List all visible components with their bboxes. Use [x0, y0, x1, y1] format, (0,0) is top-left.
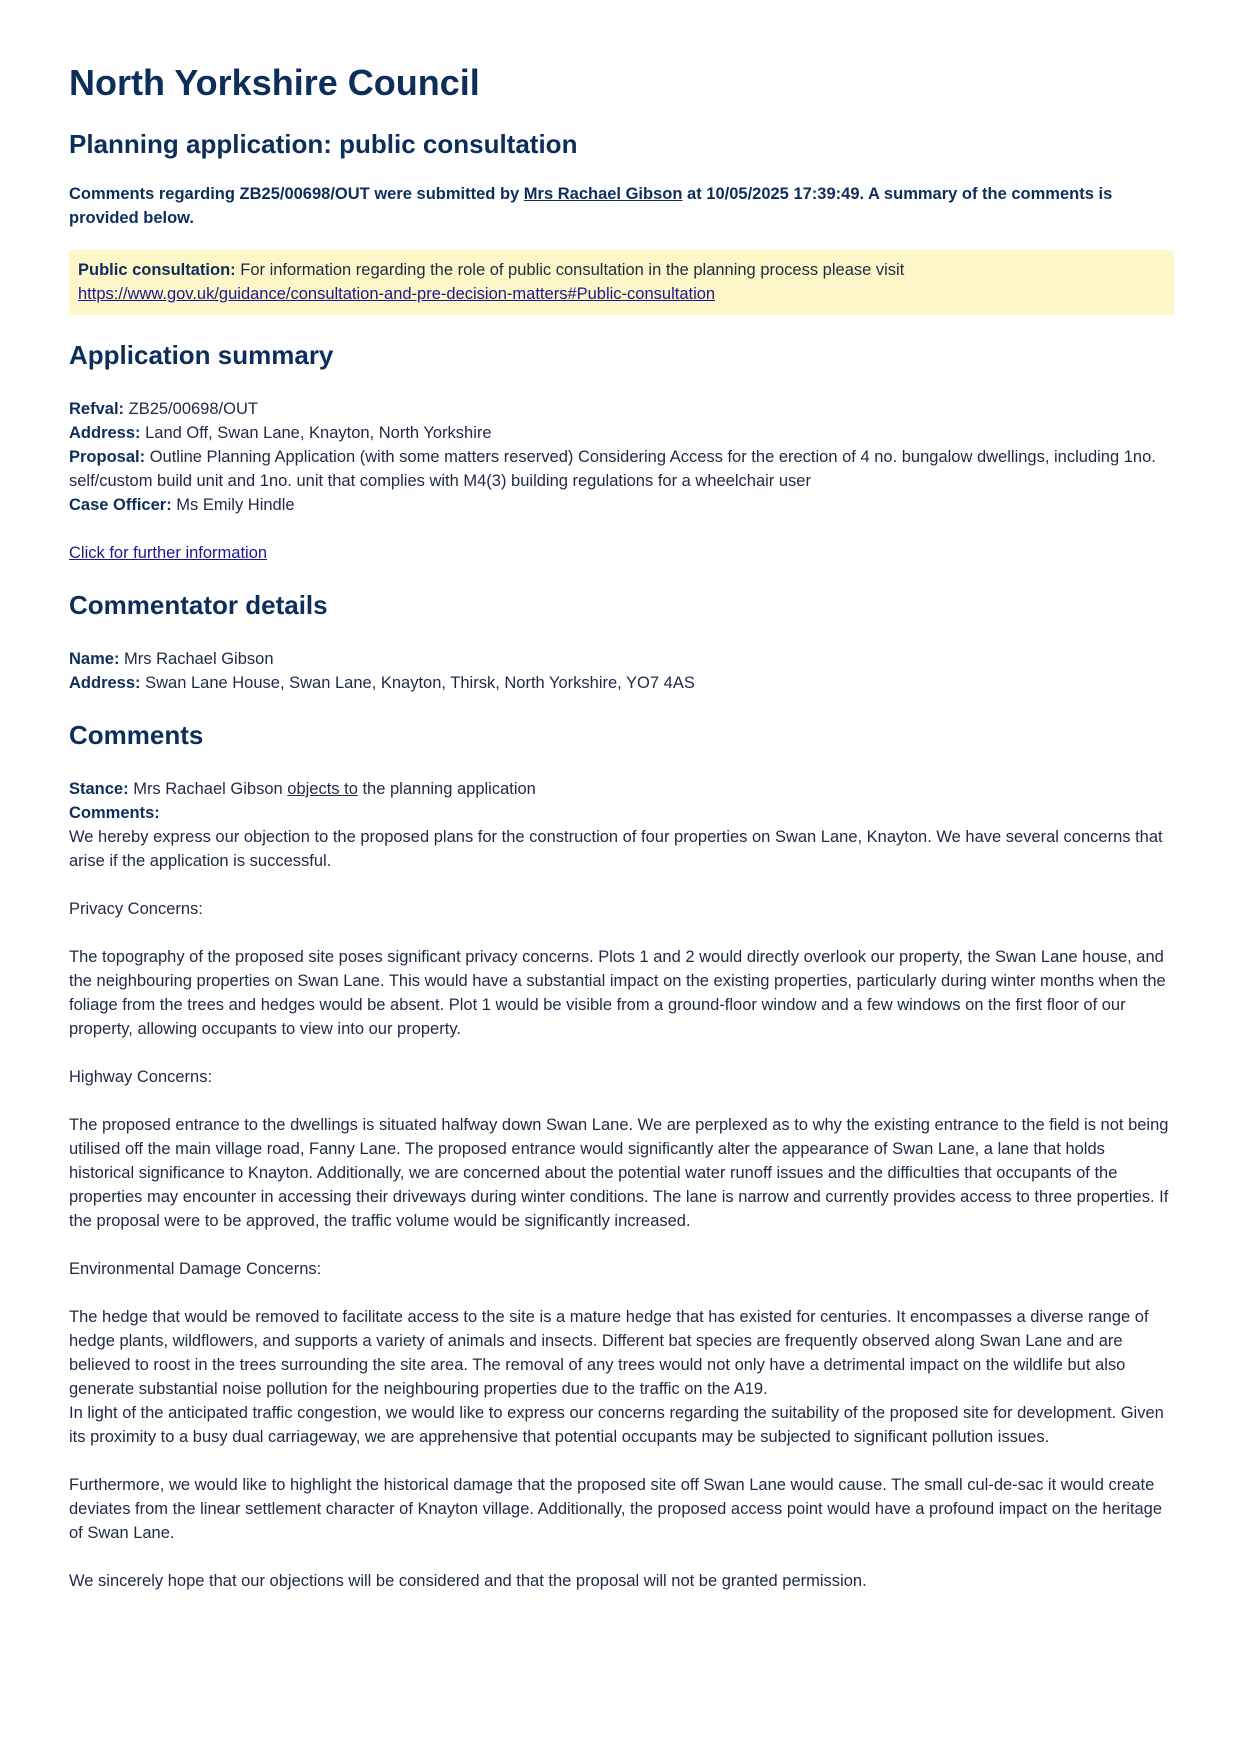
commentator-name-row: [69, 647, 1174, 671]
closing-paragraph: We sincerely hope that our objections will be considered and that the proposal will not be granted permission.: [69, 1572, 867, 1590]
intro-suffix: at 10/05/2025 17:39:49. A summary of the comments is provided below.: [69, 185, 1113, 227]
commentator-heading: Commentator details: [69, 590, 328, 620]
comment-paragraph: The hedge that would be removed to facilitate access to the site is a mature hedge that has existed for centuries. It encompasses a diverse range of hedge plants, wildflowers, and supports a variety of animals and insects. Different bat species are frequently observed along Swan Lane and are believed to roost in the trees surrounding the site area. The removal of any trees would not only have a detrimental impact on the wildlife but also generate substantial noise pollution for the neighbouring properties due to the traffic on the A19.: [69, 1308, 1149, 1398]
commentator-details: [69, 647, 1174, 695]
address-row: [69, 421, 1174, 445]
commentator-section: [69, 587, 1174, 695]
comment-paragraph: The proposed entrance to the dwellings is situated halfway down Swan Lane. We are perplexed as to why the existing entrance to the field is not being utilised off the main village road, Fanny Lane. The proposed entrance would significantly alter the appearance of Swan Lane, a lane that holds historical significance to Knayton. Additionally, we are concerned about the potential water runoff issues and the difficulties that occupants of the properties may encounter in accessing their driveways during winter conditions. The lane is narrow and currently provides access to three properties. If the proposal were to be approved, the traffic volume would be significantly increased.: [69, 1116, 1169, 1230]
public-consultation-notice: [69, 250, 1174, 315]
address-value: Land Off, Swan Lane, Knayton, North Yorkshire: [140, 424, 492, 442]
comment-paragraph: In light of the anticipated traffic congestion, we would like to express our concerns regarding the suitability of the proposed site for development. Given its proximity to a busy dual carriageway, we are apprehensive that potential occupants may be subjected to significant pollution issues.: [69, 1404, 1164, 1446]
comment-paragraph: Furthermore, we would like to highlight the historical damage that the proposed site off Swan Lane would cause. The small cul-de-sac it would create deviates from the linear settlement character of Knayton village. Additionally, the proposed access point would have a profound impact on the heritage of Swan Lane.: [69, 1476, 1163, 1542]
commentator-name-label: Name:: [69, 650, 120, 668]
comments-heading: Comments: [69, 720, 204, 750]
application-summary-section: [69, 337, 1174, 565]
refval-label: Refval:: [69, 400, 125, 418]
application-details: [69, 397, 1174, 565]
council-title: North Yorkshire Council: [69, 62, 480, 103]
commentator-address-row: [69, 671, 1174, 695]
stance-label: Stance:: [69, 780, 129, 798]
application-summary-heading: Application summary: [69, 340, 334, 370]
submitter-name-link[interactable]: Mrs Rachael Gibson: [523, 185, 683, 203]
commentator-address-label: Address:: [69, 674, 141, 692]
page-subtitle: Planning application: public consultation: [69, 129, 578, 159]
document-page: [69, 58, 1174, 1593]
comment-paragraph: The topography of the proposed site poses significant privacy concerns. Plots 1 and 2 would directly overlook our property, the Swan Lane house, and the neighbouring properties on Swan Lane. This would have a substantial impact on the existing properties, particularly during winter months when the foliage from the trees and hedges would be absent. Plot 1 would be visible from a ground-floor window and a few windows on the first floor of our property, allowing occupants to view into our property.: [69, 948, 1166, 1038]
case-officer-label: Case Officer:: [69, 496, 172, 514]
proposal-value: Outline Planning Application (with some matters reserved) Considering Access for the erection of 4 no. bungalow dwellings, including 1no. self/custom build unit and 1no. unit that complies with M4(3) building regulations for a wheelchair user: [69, 448, 1156, 490]
stance-suffix: the planning application: [357, 780, 536, 798]
further-information-link[interactable]: Click for further information: [69, 544, 268, 562]
address-label: Address:: [69, 424, 141, 442]
refval-value: ZB25/00698/OUT: [124, 400, 258, 418]
comments-section: [69, 717, 1174, 1593]
proposal-row: [69, 445, 1174, 493]
environmental-heading: Environmental Damage Concerns:: [69, 1260, 322, 1278]
highway-heading: Highway Concerns:: [69, 1068, 213, 1086]
comment-paragraph: We hereby express our objection to the proposed plans for the construction of four properties on Swan Lane, Knayton. We have several concerns that arise if the application is successful.: [69, 828, 1163, 870]
stance-name: Mrs Rachael Gibson: [128, 780, 288, 798]
stance-verb: objects to: [287, 780, 358, 798]
submission-intro: [69, 182, 1174, 230]
consultation-guidance-link[interactable]: https://www.gov.uk/guidance/consultation-and-pre-decision-matters#Public-consultation: [78, 285, 716, 303]
commentator-name-value: Mrs Rachael Gibson: [119, 650, 274, 668]
refval-row: [69, 397, 1174, 421]
notice-label: Public consultation:: [78, 261, 236, 279]
proposal-label: Proposal:: [69, 448, 146, 466]
commentator-address-value: Swan Lane House, Swan Lane, Knayton, Thirsk, North Yorkshire, YO7 4AS: [140, 674, 695, 692]
intro-prefix: Comments regarding ZB25/00698/OUT were submitted by: [69, 185, 524, 203]
stance-row: [69, 777, 1174, 801]
comments-label: Comments:: [69, 804, 160, 822]
comments-body: [69, 777, 1174, 1593]
comments-label-row: [69, 801, 1174, 825]
case-officer-value: Ms Emily Hindle: [171, 496, 295, 514]
notice-text: For information regarding the role of public consultation in the planning process please visit: [235, 261, 905, 279]
case-officer-row: [69, 493, 1174, 517]
privacy-heading: Privacy Concerns:: [69, 900, 203, 918]
